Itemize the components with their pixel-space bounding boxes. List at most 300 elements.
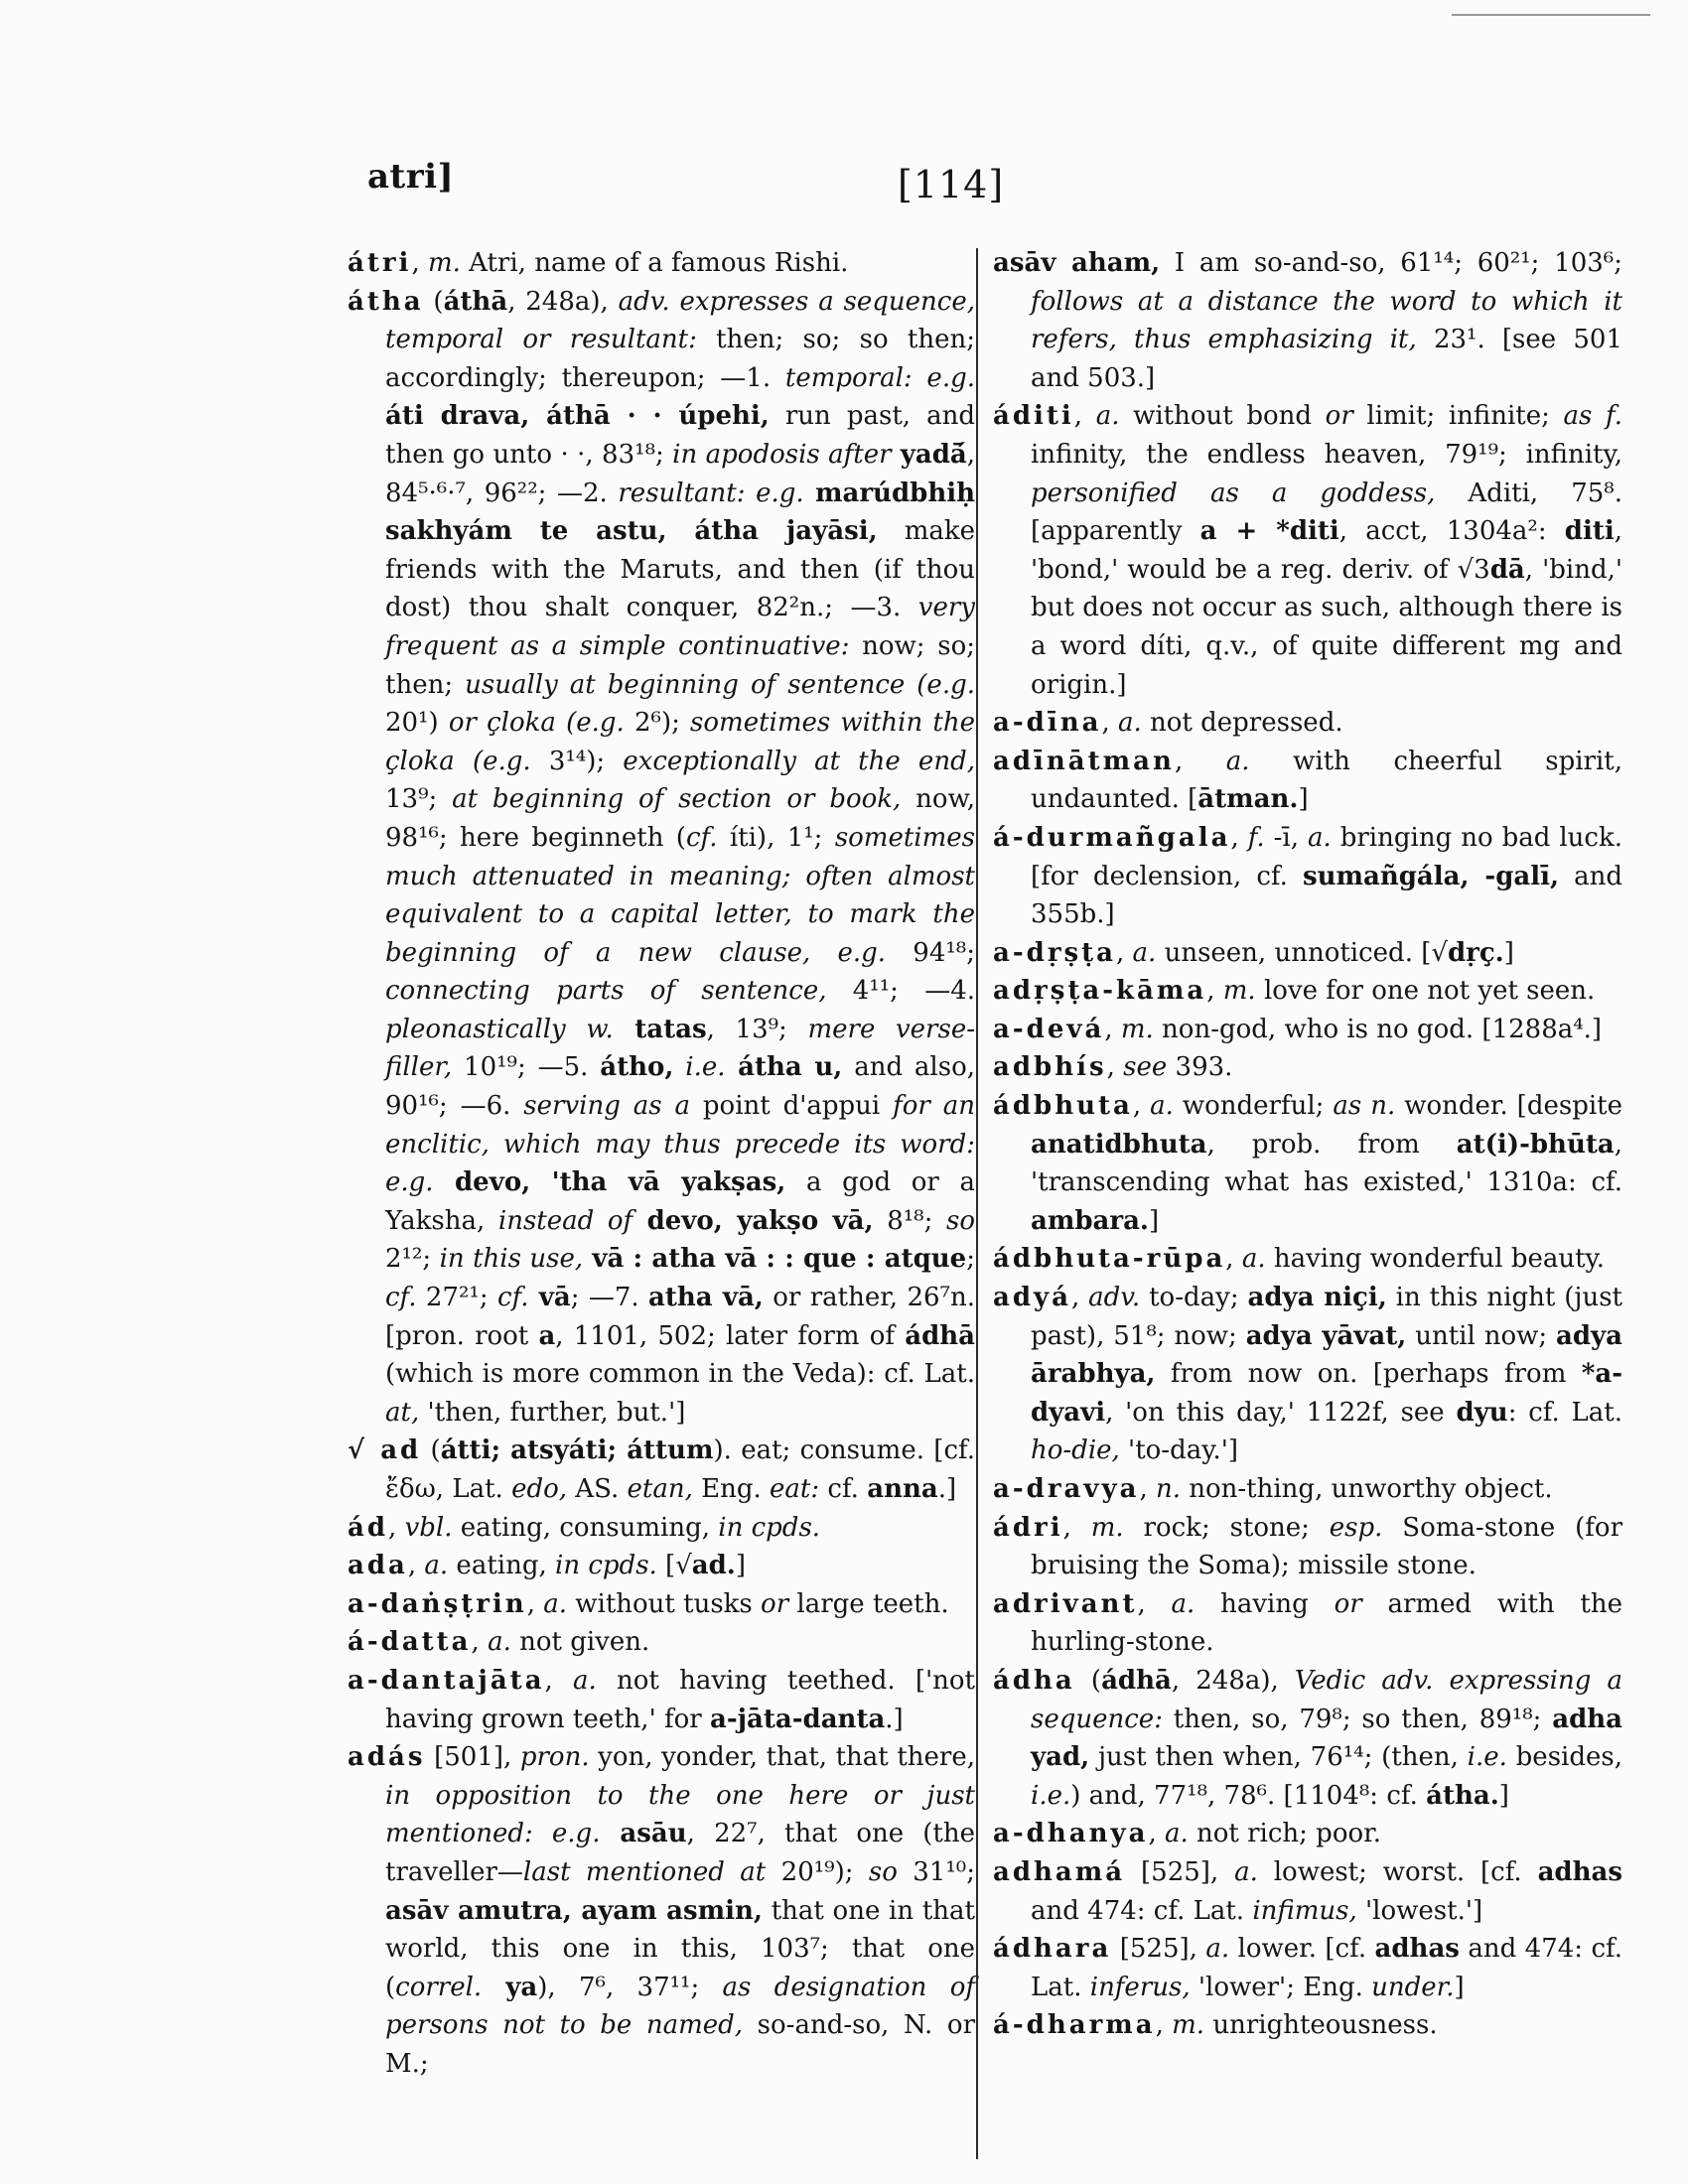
dictionary-entry [993,244,1622,397]
entry-text: 'lowest.'] [1356,1895,1483,1926]
entry-text: wonderful; [1173,1091,1334,1122]
entry-text: a. [543,1588,567,1619]
entry-text: átho, [600,1052,674,1083]
entry-text: 20¹) [385,708,449,739]
entry-text: adhas [1374,1934,1460,1965]
entry-text: with cheerful spirit, undaunted. [ [1031,746,1622,815]
page-header [0,157,1688,216]
entry-text: adya niçi, [1247,1283,1387,1313]
entry-text: etan, [627,1474,693,1504]
dictionary-entry [993,704,1622,743]
entry-text: , [1230,822,1248,853]
entry-text: 2¹²; [385,1244,440,1275]
entry-text: a-jāta-danta [709,1704,886,1734]
entry-text: armed with the hurling-stone. [1031,1588,1623,1658]
entry-text: until now; [1406,1320,1557,1351]
entry-text: adv. [1088,1283,1141,1313]
entry-text: in this night (just past), 51⁸; now; [1031,1283,1622,1351]
entry-text: rock; stone; [1123,1512,1330,1543]
dictionary-entry [993,1279,1622,1470]
entry-text: and 474: cf. Lat. [1031,1895,1253,1926]
entry-text: edo, [511,1474,568,1504]
entry-text: infinity, the endless heaven, 79¹⁹; infinity, [1031,439,1622,470]
entry-text: , 1101, 502; later form of [555,1320,906,1351]
entry-text: , 248a), [507,286,619,317]
entry-text: sumañgála, -galī, [1302,861,1560,891]
entry-text: ] [1503,937,1514,968]
entry-text: 94¹⁸; [886,937,975,968]
entry-text: exceptionally at the end, [623,746,975,776]
entry-text: not having teethed. ['not having grown teeth,' for [385,1665,975,1734]
entry-headword: adbhís [993,1052,1107,1083]
entry-text: in this use, [439,1244,584,1275]
entry-headword: áditi [993,401,1074,432]
entry-text: or [1334,1588,1362,1619]
entry-headword: a-dravya [993,1474,1140,1504]
entry-headword: ádri [993,1512,1063,1543]
entry-text: so [868,1856,898,1887]
entry-text: a + *diti [1199,516,1339,547]
entry-text: Vedic adv. expressing a sequence: [1031,1665,1622,1734]
dictionary-entry [348,1662,975,1738]
entry-text: 4¹¹; —4. [826,976,975,1007]
entry-text: [525], [1111,1934,1206,1965]
dictionary-entry [993,972,1622,1011]
right-column [993,244,1622,2045]
entry-text: usually at beginning of sentence (e.g. [465,669,975,700]
entry-text: without tusks [567,1588,762,1619]
entry-text: , 'bond,' would be a reg. deriv. of √3 [1031,516,1622,585]
entry-text: , 22⁷, that one (the traveller— [385,1819,975,1887]
entry-text: vā [528,1283,571,1313]
entry-text: m. [427,248,461,278]
dictionary-entry [993,1087,1622,1240]
dictionary-entry [348,1547,975,1585]
entry-text: point d'appui [690,1091,894,1122]
entry-text: see [1123,1052,1168,1083]
entry-headword: √ ad [348,1435,422,1466]
entry-text: yon, yonder, that, that there, [589,1742,975,1773]
entry-text: last mentioned at [522,1856,767,1887]
entry-text: , 84⁵·⁶·⁷, 96²²; —2. [385,439,975,508]
page-number: [114] [898,163,1005,206]
entry-text: unseen, unnoticed. [√ [1156,937,1448,968]
entry-text: not given. [510,1627,650,1658]
dictionary-entry [348,1738,975,2083]
entry-text: so-and-so, N. or M.; [385,2010,975,2079]
entry-text: , 248a), [1171,1665,1295,1696]
entry-text: 13⁹; [385,784,453,815]
dictionary-entry [993,397,1622,704]
entry-text: I am so-and-so, 61¹⁴; 60²¹; 103⁶; [1160,248,1622,278]
entry-text: a. [1117,708,1142,739]
entry-text: , acct, 1304a²: [1338,516,1565,547]
top-rule [1452,14,1650,16]
dictionary-entry [993,743,1622,819]
entry-text: then; so; so then; accordingly; thereupon; —1. [385,325,976,393]
entry-text: cf. [385,1283,417,1313]
entry-text: 23¹. [see 501 and 503.] [1031,325,1622,393]
entry-text: adhas [1537,1856,1622,1887]
entry-text: , [544,1665,574,1696]
entry-text: , 13⁹; [706,1014,808,1044]
entry-text: a god or a Yaksha, [385,1167,975,1236]
entry-headword: adhamá [993,1856,1126,1887]
entry-text: not rich; poor. [1188,1819,1381,1849]
entry-text: cf. [685,822,718,853]
entry-text: under. [1371,1972,1455,2002]
entry-text: now, 98¹⁶; here beginneth ( [385,784,975,853]
entry-text: n. [1155,1474,1181,1504]
dictionary-entry [993,1930,1622,2006]
entry-text [673,1052,685,1082]
entry-text: , [1206,976,1223,1007]
entry-text: , [1062,1512,1091,1543]
entry-text: run past, and then go unto · ·, 83¹⁸; [385,401,975,470]
entry-text: , [1137,1588,1172,1619]
dictionary-entry [993,1662,1622,1815]
entry-text: a. [1241,1244,1266,1275]
entry-text: connecting parts of sentence, [385,976,827,1007]
entry-text: tatas [613,1014,707,1044]
entry-text: personified as a goddess, [1031,478,1436,508]
entry-headword: ada [348,1551,408,1581]
entry-text: íti), 1¹; [717,822,835,853]
guide-word: atri] [367,157,455,197]
entry-text: love for one not yet seen. [1255,976,1596,1007]
entry-text: in apodosis after [672,439,892,470]
entry-text: adya ārabhya, [1031,1320,1622,1390]
entry-text: , [1116,937,1133,968]
entry-text: yadā́ [891,439,967,470]
entry-text: cf. [497,1283,529,1313]
entry-text: or rather, 26⁷n. [pron. root [385,1283,975,1351]
entry-text: 'to-day.'] [1119,1435,1239,1466]
entry-text: follows at a distance the word to which it refers, thus emphasizing it, [1031,286,1622,355]
entry-text: a [538,1320,556,1351]
entry-text: lower. [cf. [1229,1934,1375,1965]
entry-text: asāv amutra, ayam asmin, [385,1895,763,1926]
entry-text: now; so; then; [385,630,975,700]
entry-text: without bond [1119,401,1326,432]
entry-text: ] [735,1551,747,1581]
dictionary-entry [348,244,975,283]
entry-text: , [1132,1091,1151,1122]
entry-text: at beginning of section or book, [452,784,902,815]
entry-text: diti [1564,516,1615,547]
entry-text: lowest; worst. [cf. [1257,1856,1538,1887]
entry-headword: átri [348,248,412,278]
entry-text: pron. [519,1742,590,1773]
entry-text: to-day; [1140,1283,1248,1313]
dictionary-entry [993,819,1622,934]
entry-text: átha u, [725,1052,843,1083]
entry-text: , [1073,401,1096,432]
entry-text: m. [1120,1014,1154,1044]
entry-headword: a-devá [993,1014,1105,1044]
dictionary-entry [993,1509,1622,1585]
entry-text: large teeth. [788,1588,949,1619]
entry-text: , 'transcending what has existed,' 1310a: cf. [1031,1129,1622,1198]
entry-text: unrighteousness. [1204,2010,1438,2041]
entry-text: a. [1225,746,1250,776]
entry-headword: a-dhanya [993,1819,1149,1849]
entry-text: resultant: e.g. [618,478,804,508]
entry-text: 2⁶); [624,708,691,739]
entry-text: in cpds. [718,1512,821,1543]
entry-headword: ádbhuta [993,1091,1133,1122]
entry-text: esp. [1329,1512,1383,1543]
entry-text: ; —7. [570,1283,649,1313]
entry-text: then, so, 79⁸; so then, 89¹⁸; [1162,1704,1553,1734]
entry-text: having [1195,1588,1335,1619]
entry-headword: a-dṛṣṭa [993,937,1117,968]
entry-text: ), 7⁶, 37¹¹; [537,1972,723,2002]
entry-text: cf. [819,1474,868,1504]
entry-text: sometimes within the çloka (e.g. [385,708,976,776]
entry-text: Aditi, 75⁸. [apparently [1031,478,1622,547]
entry-text: so [945,1205,975,1236]
entry-text: , [411,248,428,278]
entry-text: átha. [1426,1780,1499,1811]
entry-text: : cf. Lat. [1507,1397,1622,1428]
entry-text: 'then, further, but.'] [419,1397,686,1428]
entry-text: a. [1307,822,1332,853]
entry-text: dṛç. [1447,937,1504,968]
entry-headword: adyá [993,1283,1071,1313]
entry-text: (which is more common in the Veda): cf. Lat. [385,1359,975,1390]
entry-text: , [1070,1283,1089,1313]
entry-text: .] [885,1704,904,1734]
entry-text: f. [1247,822,1265,853]
entry-text: ] [1298,784,1309,815]
entry-text: a. [1095,401,1120,432]
entry-text: dyu [1456,1397,1508,1428]
entry-text: Eng. [692,1474,771,1504]
entry-headword: átha [348,286,424,317]
entry-text: ] [1498,1780,1509,1811]
entry-text: adv. expresses a sequence, temporal or resultant: [385,286,975,355]
entry-text: , [471,1627,489,1658]
entry-text: -ī, [1264,822,1308,853]
entry-text: from now on. [perhaps from [1155,1359,1582,1390]
entry-text: 31¹⁰; [897,1856,975,1887]
entry-text: átti; atsyáti; áttum [440,1435,714,1466]
entry-text: eating, consuming, [452,1512,719,1543]
entry-text: a. [1234,1856,1258,1887]
entry-text: as n. [1333,1091,1396,1122]
entry-text: a. [1205,1934,1230,1965]
entry-text: , [526,1588,544,1619]
entry-text: mere verse-filler, [385,1014,975,1083]
entry-text: m. [1090,1512,1124,1543]
dictionary-entry [993,934,1622,973]
entry-text: bringing no bad luck. [for declension, cf. [1031,822,1622,891]
entry-text: ho-die, [1031,1435,1120,1466]
entry-text: 27²¹; [416,1283,498,1313]
entry-text: asāv aham, [993,248,1161,278]
entry-text: anatidbhuta [1031,1129,1207,1160]
dictionary-entry [993,1585,1622,1662]
entry-headword: á-durmañgala [993,822,1231,853]
entry-text: having wonderful beauty. [1265,1244,1606,1275]
entry-text: , [1155,2010,1173,2041]
entry-text: a. [1171,1588,1196,1619]
entry-text: devo, 'tha vā yakṣas, [433,1167,786,1198]
entry-text: eating, [448,1551,556,1581]
entry-text: ] [1454,1972,1465,2002]
entry-text: as f. [1563,401,1622,432]
entry-text: , [388,1512,405,1543]
entry-text: a. [573,1665,597,1696]
entry-text: a. [1150,1091,1174,1122]
entry-text: or [1325,401,1353,432]
entry-text: , [1148,1819,1165,1849]
entry-headword: adrivant [993,1588,1138,1619]
dictionary-entry [993,1470,1622,1509]
entry-text: m. [1222,976,1256,1007]
entry-text: dā [1489,554,1525,585]
entry-headword: ádbhuta-rūpa [993,1244,1226,1275]
entry-text: that one in that world, this one in this, 103⁷; that one ( [385,1895,975,2002]
entry-text: , 'on this day,' 1122f, see [1105,1397,1457,1428]
entry-text: adha yad, [1031,1704,1622,1773]
entry-text: , [1225,1244,1242,1275]
entry-text: make friends with the Maruts, and then (if thou dost) thou shalt conquer, 82²n.; —3. [385,516,975,623]
entry-headword: adás [348,1742,426,1773]
entry-text: infimus, [1252,1895,1357,1926]
entry-text: adya yāvat, [1245,1320,1407,1351]
entry-text: temporal: e.g. [784,362,975,393]
entry-text: atha vā, [648,1283,764,1313]
dictionary-entry [993,1048,1622,1087]
entry-headword: adīnātman [993,746,1175,776]
entry-text: 3¹⁴); [530,746,624,776]
entry-headword: ádhara [993,1934,1112,1965]
entry-text: , [407,1551,425,1581]
entry-text: 'lower'; Eng. [1190,1972,1372,2002]
entry-text: *a-dyavi [1031,1359,1622,1428]
entry-text: i.e. [1031,1780,1071,1811]
entry-text: at(i)-bhūta [1456,1129,1615,1160]
entry-text: not depressed. [1141,708,1343,739]
entry-text: limit; infinite; [1352,401,1564,432]
entry-text: ambara. [1031,1205,1149,1236]
entry-text: ; [966,1244,975,1275]
column-divider [976,248,978,2159]
entry-text: a. [424,1551,449,1581]
entry-text: ātman. [1197,784,1299,815]
entry-text: i.e. [685,1052,726,1083]
entry-headword: ádha [993,1665,1075,1696]
dictionary-entry [348,1623,975,1662]
dictionary-entry [993,1011,1622,1049]
entry-text: anna [867,1474,938,1504]
entry-text: a. [1132,937,1157,968]
dictionary-entry [993,1815,1622,1853]
entry-text: , prob. from [1206,1129,1457,1160]
entry-text: ). eat; consume. [cf. ἔδω, Lat. [385,1435,975,1504]
entry-text: Atri, name of a famous Rishi. [460,248,849,278]
entry-text: ( [1074,1665,1102,1696]
entry-text: and 355b.] [1031,861,1623,930]
entry-text: , [1106,1052,1124,1083]
entry-text: a. [488,1627,511,1658]
entry-text: vbl. [404,1512,453,1543]
entry-text: , 'bind,' but does not occur as such, although there is a word díti, q.v., of quite different mg and origin.] [1031,554,1623,700]
entry-text: correl. [395,1972,483,2002]
entry-headword: a-dantajāta [348,1665,545,1696]
entry-text: besides, [1506,1742,1622,1773]
entry-text: i.e. [1467,1742,1507,1773]
entry-text: ) and, 77¹⁸, 78⁶. [1104⁸: cf. [1070,1780,1427,1811]
entry-text: áthā [443,286,508,317]
entry-text: and also, 90¹⁶; —6. [385,1052,976,1122]
entry-text: a. [1164,1819,1189,1849]
entry-text: inferus, [1089,1972,1191,2002]
entry-text: eat: [770,1474,820,1504]
entry-text: vā : atha vā : : que : atque [583,1244,967,1275]
entry-headword: a-daṅṣṭrin [348,1588,527,1619]
entry-text: or [761,1588,789,1619]
entry-text: sometimes much attenuated in meaning; often almost equivalent to a capital letter, to mark the beginning of a new clause, e.g. [385,822,975,968]
entry-text: m. [1172,2010,1205,2041]
entry-text: 8¹⁸; [873,1205,946,1236]
dictionary-entry [348,1585,975,1624]
entry-text: and 474: cf. Lat. [1031,1934,1622,2002]
entry-text: Soma-stone (for bruising the Soma); missile stone. [1031,1512,1622,1581]
entry-text: 20¹⁹); [766,1856,869,1887]
entry-text: marúdbhiḥ sakhyám te astu, átha jayāsi, [385,478,976,547]
entry-text: ad. [691,1551,736,1581]
entry-headword: a-dīna [993,708,1102,739]
dictionary-entry [993,1240,1622,1279]
entry-text: non-god, who is no god. [1288a⁴.] [1153,1014,1603,1044]
entry-text: ( [423,286,444,317]
entry-text: .] [937,1474,957,1504]
entry-headword: adṛṣṭa-kāma [993,976,1207,1007]
entry-text: for an enclitic, which may thus precede its word: e.g. [385,1091,975,1198]
entry-text: serving as a [523,1091,690,1122]
entry-text: very frequent as a simple continuative: [385,593,975,661]
entry-text: , [1101,708,1118,739]
entry-text: devo, yakṣo vā, [633,1205,874,1236]
dictionary-entry [348,1432,975,1508]
left-column [348,244,975,2084]
entry-headword: ád [348,1512,389,1543]
entry-text: ya [482,1972,538,2002]
entry-text: , [1139,1474,1156,1504]
entry-text: asāu [600,1819,687,1849]
entry-text: as designation of persons not to be named, [385,1972,976,2041]
dictionary-entry [348,1509,975,1548]
entry-text: ( [421,1435,441,1466]
entry-text: or çloka (e.g. [448,708,625,739]
entry-text: , [1174,746,1226,776]
entry-text: ádhā [1101,1665,1172,1696]
entry-text: in opposition to the one here or just mentioned: e.g. [385,1780,975,1849]
entry-text: [525], [1125,1856,1235,1887]
entry-text: AS. [567,1474,628,1504]
dictionary-entry [993,1853,1622,1930]
entry-text: 393. [1167,1052,1233,1083]
entry-text: ádhā [905,1320,975,1351]
entry-text: ] [1148,1205,1160,1236]
entry-text: [√ [656,1551,692,1581]
entry-text: non-thing, unworthy object. [1180,1474,1553,1504]
entry-text: just then when, 76¹⁴; (then, [1089,1742,1468,1773]
entry-text: at, [385,1397,420,1428]
